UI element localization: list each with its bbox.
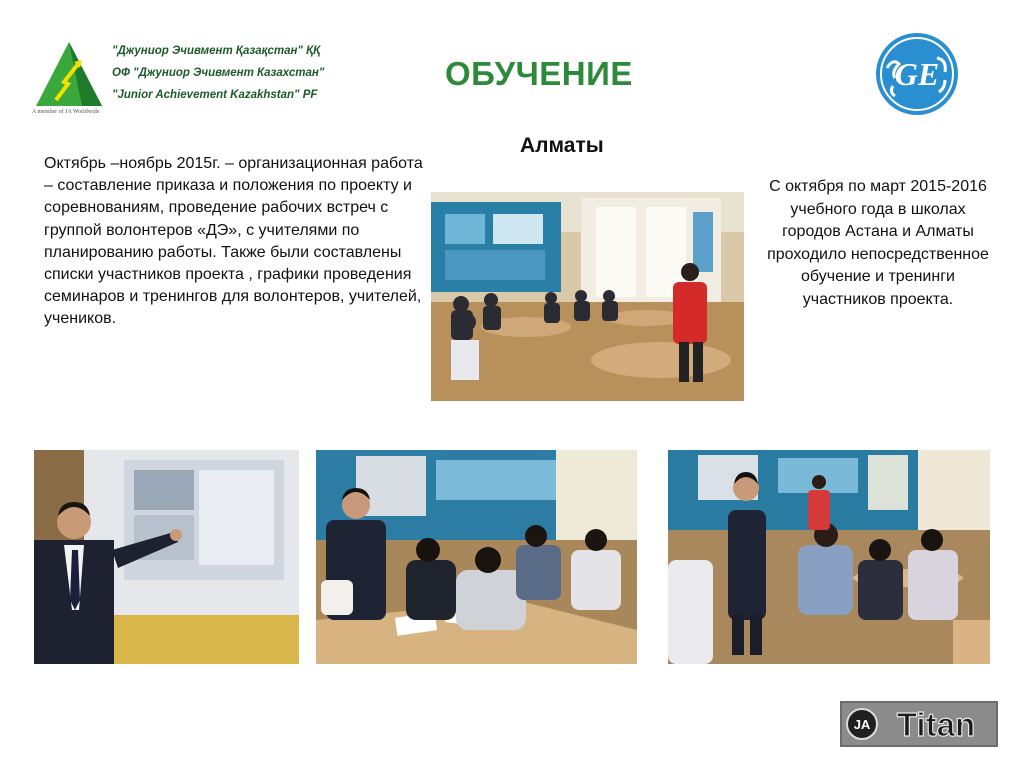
titan-word: Titan [896,706,976,743]
ja-titan-logo [840,701,998,747]
presenter-photo [34,450,299,664]
ja-name-en: "Junior Achievement Kazakhstan" PF [112,89,318,101]
ja-tagline: A member of JA Worldwide [32,109,100,115]
ja-triangle-icon [34,40,104,108]
right-paragraph: С октября по март 2015-2016 учебного года в школах городов Астана и Алматы проходило непосредственное обучение и тренинги участников проекта. [767,178,989,308]
classroom-photo-main [431,192,744,401]
slide-title: ОБУЧЕНИЕ [445,55,633,92]
ge-logo [873,30,961,118]
ja-name-ru: ОФ "Джуниор Эчивмент Казахстан" [112,67,325,79]
left-paragraph: Октябрь –ноябрь 2015г. – организационная работа – составление приказа и положения по проекту и соревнованиям, проведение рабочих встреч с группой волонтеров «ДЭ», с учителями по планированию работы. Также были составлены списки участников проекта , графики проведения семинаров и тренингов для волонтеров, учителей, учеников. [44,155,423,328]
students-photo [316,450,637,664]
city-heading: Алматы [520,134,604,157]
ja-logo [30,38,330,120]
ge-emblem-icon [873,30,961,118]
ja-name-kz: "Джуниор Эчивмент Қазақстан" ҚҚ [112,45,321,57]
teacher-photo [668,450,990,664]
ge-letters: GE [894,56,940,92]
titan-ja-badge: JA [853,717,871,732]
ja-names [112,40,342,106]
